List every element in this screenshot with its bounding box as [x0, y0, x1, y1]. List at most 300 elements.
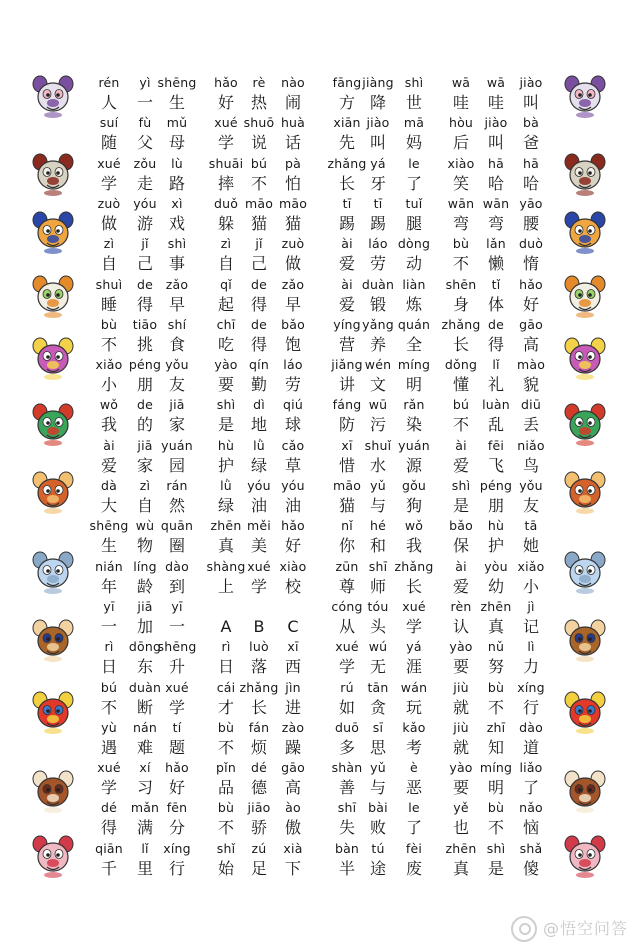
hanzi-character: 她 [522, 536, 539, 556]
pinyin-syllable: měi [247, 518, 271, 534]
hanzi-character: 文 [369, 375, 386, 395]
pinyin-syllable: liǎo [519, 760, 543, 776]
hanzi-character: 自 [217, 254, 234, 274]
hanzi-character: 踢 [369, 213, 386, 233]
tiger-character-icon [30, 208, 76, 254]
pinyin-syllable: dào [519, 719, 543, 735]
hanzi-character: 饱 [284, 334, 301, 354]
hanzi-character: 落 [250, 657, 267, 677]
pinyin-syllable: mào [516, 357, 546, 373]
pinyin-syllable: xī [287, 639, 299, 655]
hanzi-row [0, 698, 640, 718]
pinyin-syllable: jǐ [141, 236, 149, 252]
hanzi-character: 我 [100, 415, 117, 435]
pinyin-syllable: láo [283, 357, 303, 373]
pinyin-syllable: mǎn [130, 800, 160, 816]
hanzi-character: 乱 [487, 415, 504, 435]
horse-character-icon [562, 468, 608, 514]
pinyin-syllable: zì [220, 236, 232, 252]
hanzi-character: 不 [250, 173, 267, 193]
hanzi-character: 长 [452, 334, 469, 354]
pinyin-syllable: xué [97, 155, 121, 171]
hanzi-character: 习 [136, 778, 153, 798]
pinyin-syllable: yào [449, 760, 473, 776]
hanzi-character: 始 [217, 858, 234, 878]
hanzi-character: 防 [338, 415, 355, 435]
hanzi-character: 母 [168, 133, 185, 153]
pinyin-syllable: wù [135, 518, 155, 534]
hanzi-character: 高 [284, 778, 301, 798]
sheep-character-icon [30, 548, 76, 594]
hanzi-character: 摔 [217, 173, 234, 193]
pinyin-syllable: qǐ [220, 276, 232, 292]
pinyin-syllable: yá [406, 639, 422, 655]
hanzi-character: 师 [369, 576, 386, 596]
pinyin-syllable: wǒ [404, 518, 424, 534]
pinyin-row [0, 113, 640, 133]
hanzi-character: 好 [522, 294, 539, 314]
hanzi-row [0, 174, 640, 194]
pinyin-syllable: péng [128, 357, 162, 373]
pinyin-syllable: tā [524, 518, 538, 534]
pinyin-syllable: hǎo [165, 760, 189, 776]
hanzi-character: 到 [168, 576, 185, 596]
hanzi-character: 长 [338, 173, 355, 193]
hanzi-character: 小 [100, 375, 117, 395]
pinyin-syllable: yǒu [165, 357, 189, 373]
hanzi-character: 后 [452, 133, 469, 153]
pinyin-syllable: dōng [128, 639, 162, 655]
pinyin-row [0, 557, 640, 577]
hanzi-character: 地 [250, 415, 267, 435]
pinyin-syllable: xià [283, 840, 303, 856]
pinyin-syllable: hǎo [214, 75, 238, 90]
pinyin-syllable: yóu [247, 478, 271, 493]
pinyin-syllable: wā [486, 75, 506, 90]
hanzi-character: 营 [338, 334, 355, 354]
hanzi-character: 也 [452, 818, 469, 838]
pinyin-syllable: bà [523, 115, 539, 131]
hanzi-character: 讲 [338, 375, 355, 395]
pinyin-syllable: yī [103, 598, 115, 614]
pinyin-syllable: hǎo [281, 518, 305, 534]
hanzi-character: 学 [338, 657, 355, 677]
pinyin-syllable: nián [95, 558, 123, 574]
hanzi-character: 爱 [452, 576, 469, 596]
pinyin-syllable: hòu [448, 115, 474, 131]
pinyin-syllable: bù [487, 800, 505, 816]
pinyin-syllable: pǐn [216, 760, 236, 776]
hanzi-character: 话 [284, 133, 301, 153]
hanzi-character: 长 [405, 576, 422, 596]
pinyin-syllable: tuǐ [405, 195, 423, 211]
pinyin-syllable: shuǐ [364, 437, 392, 453]
hanzi-character: 早 [168, 294, 185, 314]
hanzi-character: 草 [284, 455, 301, 475]
hanzi-character: 起 [217, 294, 234, 314]
hanzi-character: 油 [250, 496, 267, 515]
pinyin-syllable: jiǎng [331, 357, 363, 373]
rabbit-character-icon [30, 272, 76, 318]
pinyin-syllable: wú [368, 639, 388, 655]
rabbit-character-icon [562, 272, 608, 318]
pinyin-syllable: yào [449, 639, 473, 655]
pinyin-syllable: jiù [453, 719, 469, 735]
hanzi-character: 哈 [487, 173, 504, 193]
hanzi-row [0, 93, 640, 113]
pinyin-syllable: bài [368, 800, 388, 816]
pinyin-syllable: bú [452, 397, 470, 413]
pinyin-syllable: de [487, 316, 505, 332]
pinyin-row [0, 436, 640, 456]
pinyin-syllable: qiú [283, 397, 303, 413]
pinyin-row [0, 798, 640, 818]
hanzi-character: 得 [136, 294, 153, 314]
pinyin-syllable: bù [487, 679, 505, 695]
hanzi-character: 水 [369, 455, 386, 475]
pinyin-syllable: duǒ [213, 195, 239, 211]
pinyin-syllable: shēng [157, 639, 197, 655]
hanzi-character: 升 [168, 657, 185, 677]
hanzi-character: 了 [405, 818, 422, 838]
pinyin-syllable: gǒu [401, 478, 427, 493]
pinyin-row [0, 516, 640, 536]
hanzi-character: 锻 [369, 294, 386, 314]
pinyin-syllable: jiào [484, 115, 508, 131]
snake-character-icon [562, 400, 608, 446]
pinyin-syllable: xiǎo [95, 357, 123, 373]
pinyin-syllable: nǔ [487, 639, 505, 655]
pinyin-syllable: líng [133, 558, 157, 574]
pinyin-syllable: xué [402, 598, 426, 614]
hanzi-character: 头 [369, 616, 386, 636]
hanzi-character: 恶 [405, 778, 422, 798]
hanzi-character: 叫 [369, 133, 386, 153]
pinyin-syllable: nǐ [341, 518, 353, 534]
pinyin-syllable: lǜ [220, 478, 232, 493]
pinyin-syllable: bù [100, 316, 118, 332]
pinyin-syllable: tān [367, 679, 389, 695]
pinyin-syllable: gāo [281, 760, 305, 776]
pinyin-syllable: shēng [157, 75, 197, 90]
hanzi-character: 飞 [487, 455, 504, 475]
pinyin-syllable: luàn [482, 397, 510, 413]
hanzi-character: 早 [284, 294, 301, 314]
pinyin-syllable: dǒng [444, 357, 478, 373]
hanzi-character: 学 [100, 778, 117, 798]
pinyin-syllable: yì [139, 75, 151, 90]
hanzi-character: 难 [136, 737, 153, 757]
hanzi-character: 友 [168, 375, 185, 395]
pinyin-row [0, 395, 640, 415]
hanzi-character: 行 [168, 858, 185, 878]
hanzi-row [0, 295, 640, 315]
hanzi-row [0, 859, 640, 879]
pinyin-syllable: yuán [161, 437, 193, 453]
pinyin-syllable: jiào [519, 75, 543, 90]
wukong-logo-icon [511, 916, 537, 942]
pinyin-syllable: duàn [128, 679, 162, 695]
hanzi-character: 幼 [487, 576, 504, 596]
hanzi-character: 友 [522, 496, 539, 515]
hanzi-character: 如 [338, 697, 355, 717]
hanzi-row [0, 254, 640, 274]
pig-character-icon [562, 832, 608, 878]
pinyin-syllable: dé [100, 800, 118, 816]
pinyin-syllable: míng [479, 760, 513, 776]
hanzi-character: 弯 [487, 213, 504, 233]
hanzi-character: 行 [522, 697, 539, 717]
hanzi-character: 思 [369, 737, 386, 757]
hanzi-character: B [253, 616, 265, 636]
hanzi-character: 不 [217, 818, 234, 838]
hanzi-row [0, 657, 640, 677]
hanzi-character: 躲 [217, 213, 234, 233]
hanzi-character: 力 [522, 657, 539, 677]
dragon-character-icon [30, 334, 76, 380]
snake-character-icon [30, 400, 76, 446]
pinyin-syllable: shì [451, 478, 471, 493]
hanzi-character: 绿 [250, 455, 267, 475]
pinyin-syllable: tí [172, 719, 182, 735]
hanzi-character: 涯 [405, 657, 422, 677]
pinyin-syllable: jì [527, 598, 535, 614]
hanzi-character: 明 [405, 375, 422, 395]
hanzi-character: 护 [487, 536, 504, 556]
pinyin-row [0, 758, 640, 778]
pinyin-syllable: xué [247, 558, 271, 574]
hanzi-character: 降 [369, 93, 386, 112]
pinyin-syllable: pà [285, 155, 301, 171]
hanzi-character: 随 [100, 133, 117, 153]
hanzi-character: 千 [100, 858, 117, 878]
hanzi-character: 体 [487, 294, 504, 314]
pinyin-syllable: de [136, 276, 154, 292]
hanzi-character: 惜 [338, 455, 355, 475]
hanzi-character: 鸟 [522, 455, 539, 475]
hanzi-character: 污 [369, 415, 386, 435]
pinyin-syllable: rǎn [403, 397, 425, 413]
hanzi-row [0, 778, 640, 798]
pinyin-syllable: duō [334, 719, 360, 735]
hanzi-character: 父 [136, 133, 153, 153]
pinyin-syllable: yòu [484, 558, 508, 574]
pinyin-syllable: zuò [281, 236, 305, 252]
hanzi-character: 不 [217, 737, 234, 757]
pinyin-syllable: jìn [285, 679, 301, 695]
pinyin-syllable: yāo [519, 195, 543, 211]
pinyin-syllable: māo [332, 478, 362, 493]
pinyin-syllable: fèi [405, 840, 423, 856]
hanzi-character: 长 [250, 697, 267, 717]
hanzi-character: 游 [136, 213, 153, 233]
hanzi-character: 学 [405, 616, 422, 636]
hanzi-character: 然 [168, 496, 185, 515]
pinyin-row [0, 234, 640, 254]
pinyin-syllable: xué [165, 679, 189, 695]
pinyin-syllable: bù [217, 719, 235, 735]
hanzi-character: 好 [168, 778, 185, 798]
hanzi-character: 断 [136, 697, 153, 717]
hanzi-character: 哇 [487, 93, 504, 112]
hanzi-character: 学 [100, 173, 117, 193]
tiger-character-icon [562, 208, 608, 254]
hanzi-character: 保 [452, 536, 469, 556]
monkey-character-icon [30, 616, 76, 662]
hanzi-character: C [287, 616, 299, 636]
hanzi-character: 学 [168, 697, 185, 717]
pinyin-syllable: zǒu [133, 155, 157, 171]
hanzi-character: 善 [338, 778, 355, 798]
hanzi-character: 踢 [338, 213, 355, 233]
pinyin-syllable: zǎo [281, 276, 305, 292]
pinyin-syllable: zì [103, 236, 115, 252]
hanzi-character: 哈 [522, 173, 539, 193]
hanzi-character: 烦 [250, 737, 267, 757]
pinyin-syllable: shuì [95, 276, 123, 292]
hanzi-character: 和 [369, 536, 386, 556]
hanzi-character: 学 [250, 576, 267, 596]
hanzi-character: 明 [487, 778, 504, 798]
pinyin-syllable: zǎo [165, 276, 189, 292]
hanzi-character: 大 [100, 496, 117, 515]
hanzi-character: 是 [217, 415, 234, 435]
hanzi-character: 傻 [522, 858, 539, 878]
hanzi-character: 叫 [522, 93, 539, 112]
hanzi-row [0, 415, 640, 435]
pinyin-syllable: ài [341, 236, 353, 252]
hanzi-character: 猫 [250, 213, 267, 233]
hanzi-character: 自 [100, 254, 117, 274]
pinyin-syllable: bàn [334, 840, 360, 856]
hanzi-character: 品 [217, 778, 234, 798]
hanzi-character: 叫 [487, 133, 504, 153]
hanzi-character: 貌 [522, 375, 539, 395]
pinyin-syllable: chī [216, 316, 236, 332]
hanzi-row [0, 496, 640, 516]
hanzi-character: 生 [100, 536, 117, 556]
bull-character-icon [562, 150, 608, 196]
hanzi-character: 弯 [452, 213, 469, 233]
pinyin-syllable: xì [171, 195, 183, 211]
hanzi-character: 你 [338, 536, 355, 556]
hanzi-character: 傲 [284, 818, 301, 838]
pinyin-row [0, 637, 640, 657]
hanzi-character: 懒 [487, 254, 504, 274]
hanzi-character: 失 [338, 818, 355, 838]
hanzi-character: 己 [136, 254, 153, 274]
hanzi-character: 炼 [405, 294, 422, 314]
hanzi-character: 恼 [522, 818, 539, 838]
hanzi-character: 德 [250, 778, 267, 798]
hanzi-character: 爱 [338, 294, 355, 314]
hanzi-character: 不 [452, 254, 469, 274]
hanzi-character: 要 [217, 375, 234, 395]
pinyin-syllable: míng [397, 357, 431, 373]
pinyin-syllable: wán [400, 679, 428, 695]
pinyin-syllable: lì [527, 639, 535, 655]
hanzi-character: 全 [405, 334, 422, 354]
pinyin-syllable: shì [167, 236, 187, 252]
hanzi-character: 的 [136, 415, 153, 435]
pinyin-syllable: rè [252, 75, 266, 90]
hanzi-character: 先 [338, 133, 355, 153]
hanzi-character: 睡 [100, 294, 117, 314]
hanzi-character: 下 [284, 858, 301, 878]
pinyin-syllable: lǎn [486, 236, 506, 252]
hanzi-character: 题 [168, 737, 185, 757]
pinyin-syllable: hù [217, 437, 235, 453]
pinyin-syllable: ài [455, 558, 467, 574]
pinyin-syllable: fáng [332, 397, 362, 413]
pinyin-row [0, 476, 640, 496]
pinyin-syllable: de [250, 316, 268, 332]
hanzi-character: 做 [284, 254, 301, 274]
pinyin-syllable: jiā [137, 598, 153, 614]
pinyin-syllable: zì [139, 478, 151, 493]
hanzi-character: 了 [522, 778, 539, 798]
hanzi-row [0, 536, 640, 556]
pinyin-syllable: dé [250, 760, 268, 776]
hanzi-character: 了 [405, 173, 422, 193]
pinyin-syllable: de [250, 276, 268, 292]
hanzi-character: 不 [100, 697, 117, 717]
hanzi-character: 己 [250, 254, 267, 274]
pinyin-syllable: qiān [95, 840, 123, 856]
pinyin-syllable: le [408, 800, 420, 816]
pinyin-syllable: mā [403, 115, 425, 131]
hanzi-character: 事 [168, 254, 185, 274]
hanzi-character: 从 [338, 616, 355, 636]
pinyin-syllable: zhī [486, 719, 506, 735]
sheep-character-icon [562, 548, 608, 594]
pinyin-syllable: bú [100, 679, 118, 695]
hanzi-character: 是 [452, 496, 469, 515]
pinyin-syllable: xiào [447, 155, 475, 171]
pinyin-syllable: liàn [402, 276, 426, 292]
pinyin-syllable: wān [482, 195, 510, 211]
hanzi-character: 热 [250, 93, 267, 112]
watermark-text: @悟空问答 [542, 918, 628, 938]
hanzi-character: 朋 [136, 375, 153, 395]
pinyin-syllable: zhǎng [394, 558, 434, 574]
hanzi-character: 里 [136, 858, 153, 878]
hanzi-row [0, 133, 640, 153]
hanzi-character: A [220, 616, 232, 636]
pinyin-syllable: rán [166, 478, 188, 493]
pinyin-syllable: nào [281, 75, 305, 90]
hanzi-character: 骄 [250, 818, 267, 838]
pinyin-syllable: yě [453, 800, 469, 816]
pinyin-syllable: jiāo [247, 800, 271, 816]
pinyin-syllable: shì [404, 75, 424, 90]
pinyin-row [0, 154, 640, 174]
pinyin-syllable: yī [171, 598, 183, 614]
hanzi-character: 妈 [405, 133, 422, 153]
pinyin-syllable: wān [447, 195, 475, 211]
hanzi-character: 知 [487, 737, 504, 757]
pinyin-syllable: fán [248, 719, 270, 735]
hanzi-character: 劳 [369, 254, 386, 274]
pinyin-syllable: duò [518, 236, 544, 252]
hanzi-character: 玩 [405, 697, 422, 717]
pinyin-syllable: nǎo [519, 800, 543, 816]
hanzi-character: 爱 [338, 254, 355, 274]
pinyin-syllable: yóu [133, 195, 157, 211]
hanzi-character: 圈 [168, 536, 185, 556]
pinyin-syllable: rì [221, 639, 231, 655]
pinyin-syllable: fāng [332, 75, 362, 90]
